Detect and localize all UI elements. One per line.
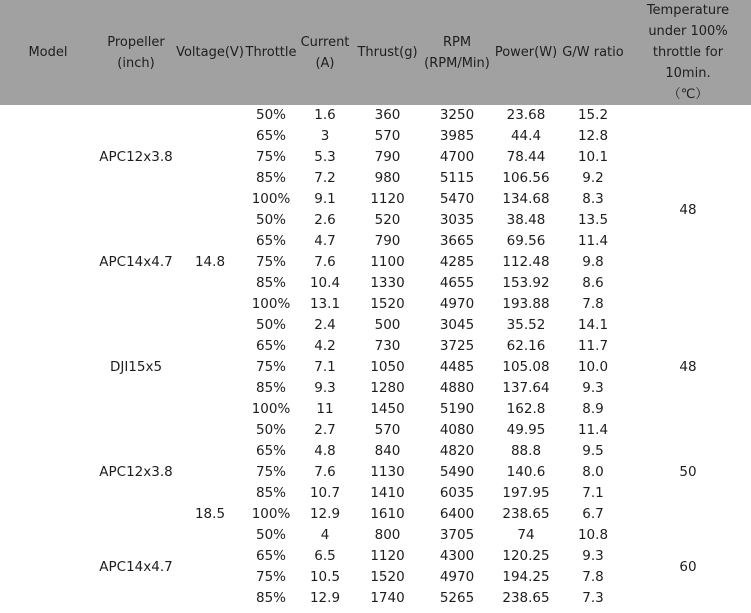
power-cell: 88.8	[510, 443, 542, 459]
power-cell: 74	[517, 527, 535, 543]
rpm-cell: 3705	[439, 527, 475, 543]
throttle-cell: 65%	[255, 233, 286, 249]
throttle-cell: 75%	[255, 569, 286, 585]
current-cell: 2.4	[314, 317, 336, 333]
rpm-cell: 3045	[439, 317, 475, 333]
rpm-cell: 4970	[439, 296, 475, 312]
power-cell: 238.65	[502, 590, 550, 606]
table-row	[0, 525, 751, 546]
thrust-cell: 570	[374, 422, 401, 438]
throttle-cell: 85%	[255, 590, 286, 606]
current-cell: 12.9	[309, 590, 341, 606]
propeller-cell: APC14x4.7	[99, 558, 173, 575]
rpm-cell: 4485	[439, 359, 475, 375]
table-header	[0, 0, 751, 105]
current-cell: 3	[320, 128, 330, 144]
power-cell: 112.48	[502, 254, 550, 270]
gw-cell: 10.0	[577, 359, 609, 375]
thrust-cell: 1610	[370, 506, 405, 522]
power-cell: 106.56	[502, 170, 550, 186]
thrust-cell: 1740	[370, 590, 405, 606]
voltage-cell: 14.8	[194, 254, 226, 270]
thrust-cell: 360	[374, 107, 401, 123]
thrust-cell: 800	[374, 527, 401, 543]
power-cell: 69.56	[506, 233, 546, 249]
thrust-cell: 1050	[370, 359, 405, 375]
thrust-cell: 790	[374, 149, 401, 165]
model-cell	[0, 105, 96, 609]
thrust-cell: 840	[374, 443, 401, 459]
thrust-cell: 730	[374, 338, 401, 354]
current-cell: 5.3	[314, 149, 336, 165]
gw-cell: 8.9	[582, 401, 604, 417]
current-cell: 4	[320, 527, 330, 543]
header-gw-ratio: G/W ratio	[561, 0, 625, 105]
header-temperature: Temperature under 100% throttle for 10min. （℃）	[625, 0, 751, 105]
gw-cell: 12.8	[577, 128, 609, 144]
throttle-cell: 75%	[255, 464, 286, 480]
throttle-cell: 50%	[255, 212, 286, 228]
current-cell: 7.6	[314, 464, 336, 480]
power-cell: 137.64	[502, 380, 550, 396]
power-cell: 194.25	[502, 569, 550, 585]
current-cell: 10.7	[309, 485, 341, 501]
throttle-cell: 75%	[255, 254, 286, 270]
thrust-cell: 980	[374, 170, 401, 186]
gw-cell: 9.8	[582, 254, 604, 270]
gw-cell: 7.3	[582, 590, 604, 606]
current-cell: 7.6	[314, 254, 336, 270]
gw-cell: 9.3	[582, 548, 604, 564]
propeller-cell: APC14x4.7	[99, 254, 173, 270]
thrust-cell: 1450	[370, 401, 405, 417]
power-cell: 23.68	[506, 107, 546, 123]
rpm-cell: 4655	[439, 275, 475, 291]
rpm-cell: 4080	[439, 422, 475, 438]
thrust-cell: 1120	[370, 548, 405, 564]
power-cell: 153.92	[502, 275, 550, 291]
header-throttle: Throttle	[244, 0, 298, 105]
power-cell: 120.25	[502, 548, 550, 564]
power-cell: 38.48	[506, 212, 546, 228]
throttle-cell: 50%	[255, 527, 286, 543]
power-cell: 134.68	[502, 191, 550, 207]
rpm-cell: 5190	[439, 401, 475, 417]
table-row	[0, 105, 751, 126]
power-cell: 78.44	[506, 149, 546, 165]
thrust-cell: 790	[374, 233, 401, 249]
current-cell: 4.8	[314, 443, 336, 459]
gw-cell: 8.3	[582, 191, 604, 207]
current-cell: 7.1	[314, 359, 336, 375]
gw-cell: 15.2	[577, 107, 609, 123]
current-cell: 9.3	[314, 380, 336, 396]
current-cell: 2.6	[314, 212, 336, 228]
gw-cell: 7.8	[582, 296, 604, 312]
gw-cell: 11.4	[577, 422, 609, 438]
thrust-cell: 1130	[370, 464, 405, 480]
temperature-cell: 60	[679, 558, 697, 575]
power-cell: 238.65	[502, 506, 550, 522]
thrust-cell: 1120	[370, 191, 405, 207]
throttle-cell: 100%	[251, 296, 291, 312]
throttle-cell: 100%	[251, 191, 291, 207]
header-model: Model	[0, 0, 96, 105]
current-cell: 12.9	[309, 506, 341, 522]
throttle-cell: 50%	[255, 422, 286, 438]
rpm-cell: 4970	[439, 569, 475, 585]
rpm-cell: 3250	[439, 107, 475, 123]
rpm-cell: 5115	[439, 170, 475, 186]
throttle-cell: 65%	[255, 548, 286, 564]
voltage-cell: 18.5	[194, 506, 226, 522]
current-cell: 4.2	[314, 338, 336, 354]
gw-cell: 7.1	[582, 485, 604, 501]
table-row	[0, 315, 751, 336]
current-cell: 7.2	[314, 170, 336, 186]
current-cell: 6.5	[314, 548, 336, 564]
thrust-cell: 570	[374, 128, 401, 144]
power-cell: 193.88	[502, 296, 550, 312]
thrust-cell: 500	[374, 317, 401, 333]
power-cell: 44.4	[510, 128, 542, 144]
propeller-cell: APC12x3.8	[99, 149, 173, 165]
current-cell: 10.4	[309, 275, 341, 291]
propeller-cell: APC12x3.8	[99, 464, 173, 480]
throttle-cell: 75%	[255, 359, 286, 375]
current-cell: 9.1	[314, 191, 336, 207]
thrust-cell: 1100	[370, 254, 405, 270]
propeller-cell: DJI15x5	[109, 359, 163, 375]
power-cell: 49.95	[506, 422, 546, 438]
throttle-cell: 100%	[251, 506, 291, 522]
temperature-cell: 48	[679, 359, 697, 375]
rpm-cell: 3035	[439, 212, 475, 228]
power-cell: 62.16	[506, 338, 546, 354]
gw-cell: 11.4	[577, 233, 609, 249]
header-voltage: Voltage(V)	[176, 0, 244, 105]
rpm-cell: 4300	[439, 548, 475, 564]
gw-cell: 9.5	[582, 443, 604, 459]
header-current: Current (A)	[298, 0, 352, 105]
gw-cell: 9.2	[582, 170, 604, 186]
thrust-cell: 1280	[370, 380, 405, 396]
throttle-cell: 65%	[255, 128, 286, 144]
gw-cell: 13.5	[577, 212, 609, 228]
gw-cell: 7.8	[582, 569, 604, 585]
gw-cell: 9.3	[582, 380, 604, 396]
gw-cell: 14.1	[577, 317, 609, 333]
current-cell: 4.7	[314, 233, 336, 249]
power-cell: 162.8	[506, 401, 546, 417]
rpm-cell: 6400	[439, 506, 475, 522]
temperature-cell: 48	[679, 201, 697, 218]
power-cell: 105.08	[502, 359, 550, 375]
rpm-cell: 4820	[439, 443, 475, 459]
current-cell: 10.5	[309, 569, 341, 585]
throttle-cell: 50%	[255, 317, 286, 333]
gw-cell: 10.8	[577, 527, 609, 543]
thrust-cell: 520	[374, 212, 401, 228]
header-rpm: RPM (RPM/Min)	[423, 0, 491, 105]
header-power: Power(W)	[491, 0, 561, 105]
header-thrust: Thrust(g)	[352, 0, 423, 105]
throttle-cell: 100%	[251, 401, 291, 417]
rpm-cell: 3725	[439, 338, 475, 354]
thrust-cell: 1330	[370, 275, 405, 291]
throttle-cell: 50%	[255, 107, 286, 123]
gw-cell: 8.6	[582, 275, 604, 291]
rpm-cell: 5490	[439, 464, 475, 480]
power-cell: 197.95	[502, 485, 550, 501]
current-cell: 2.7	[314, 422, 336, 438]
thrust-cell: 1410	[370, 485, 405, 501]
thrust-cell: 1520	[370, 569, 405, 585]
rpm-cell: 4700	[439, 149, 475, 165]
thrust-cell: 1520	[370, 296, 405, 312]
rpm-cell: 4880	[439, 380, 475, 396]
rpm-cell: 4285	[439, 254, 475, 270]
current-cell: 1.6	[314, 107, 336, 123]
rpm-cell: 6035	[439, 485, 475, 501]
throttle-cell: 65%	[255, 338, 286, 354]
throttle-cell: 75%	[255, 149, 286, 165]
temperature-cell: 50	[679, 464, 697, 480]
table-row	[0, 420, 751, 441]
gw-cell: 10.1	[577, 149, 609, 165]
rpm-cell: 5470	[439, 191, 475, 207]
current-cell: 13.1	[309, 296, 341, 312]
rpm-cell: 3665	[439, 233, 475, 249]
header-row	[0, 0, 751, 105]
throttle-cell: 85%	[255, 170, 286, 186]
rpm-cell: 5265	[439, 590, 475, 606]
power-cell: 35.52	[506, 317, 546, 333]
throttle-cell: 85%	[255, 275, 286, 291]
throttle-cell: 85%	[255, 380, 286, 396]
throttle-cell: 65%	[255, 443, 286, 459]
table-body	[0, 105, 751, 609]
header-propeller: Propeller (inch)	[96, 0, 176, 105]
gw-cell: 11.7	[577, 338, 609, 354]
rpm-cell: 3985	[439, 128, 475, 144]
gw-cell: 6.7	[582, 506, 604, 522]
throttle-cell: 85%	[255, 485, 286, 501]
power-cell: 140.6	[506, 464, 546, 480]
current-cell: 11	[316, 401, 334, 417]
gw-cell: 8.0	[582, 464, 604, 480]
